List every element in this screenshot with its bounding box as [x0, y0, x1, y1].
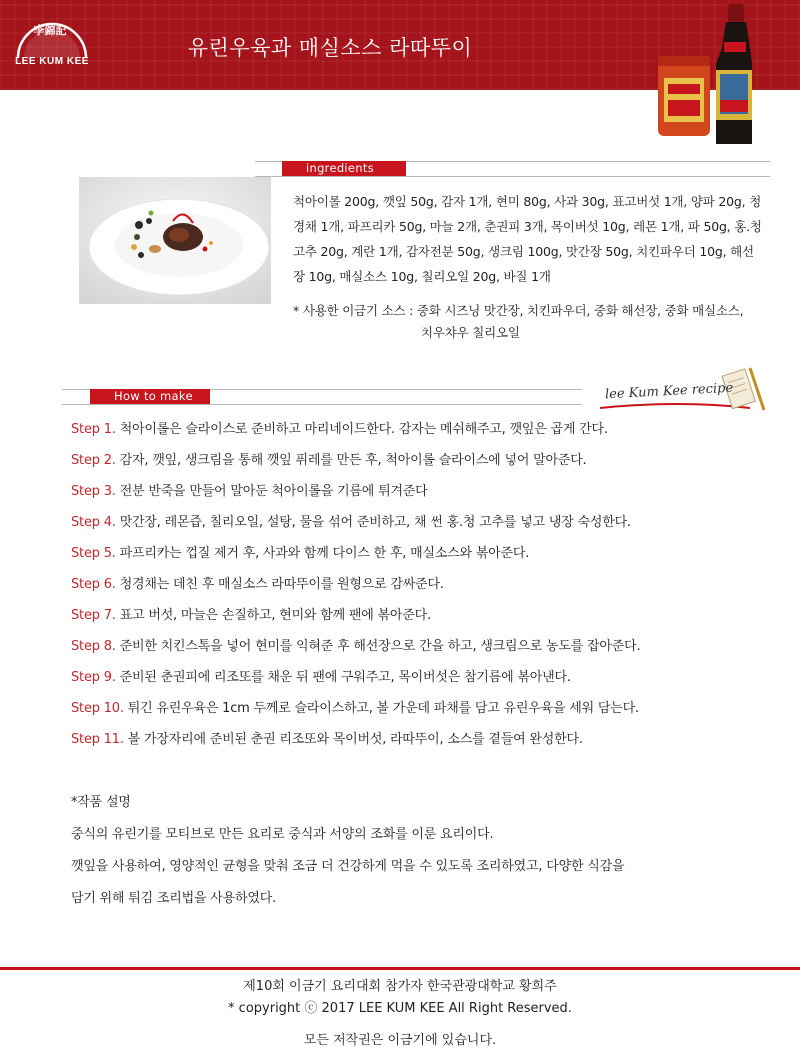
step-item	[71, 603, 791, 634]
step-text: 척아이롤은 슬라이스로 준비하고 마리네이드한다. 감자는 메쉬해주고, 깻잎은 곱게 간다.	[119, 422, 608, 437]
step-label: Step 10.	[71, 701, 124, 716]
step-label: Step 9.	[71, 670, 116, 685]
step-item	[71, 665, 791, 696]
step-label: Step 4.	[71, 515, 116, 530]
step-item	[71, 727, 791, 758]
dish-photo	[79, 177, 271, 304]
step-text: 볼 가장자리에 준비된 춘권 리조또와 목이버섯, 라따뚜이, 소스를 곁들여 완성한다.	[127, 732, 583, 747]
sauce-note-line2: 치우챠우 칠리오일	[421, 325, 520, 340]
footer-copyright: * copyright ⓒ 2017 LEE KUM KEE All Right Reserved.	[228, 1001, 572, 1016]
step-text: 표고 버섯, 마늘은 손질하고, 현미와 함께 팬에 볶아준다.	[119, 608, 431, 623]
step-text: 전분 반죽을 만들어 말아둔 척아이롤을 기름에 튀겨준다	[119, 484, 428, 499]
step-label: Step 2.	[71, 453, 116, 468]
step-label: Step 1.	[71, 422, 116, 437]
description-line: 중식의 유린기를 모티브로 만든 요리로 중식과 서양의 조화를 이룬 요리이다.	[71, 827, 494, 842]
step-text: 청경채는 데친 후 매실소스 라따뚜이를 원형으로 감싸준다.	[119, 577, 444, 592]
step-item	[71, 541, 791, 572]
steps-list	[71, 417, 791, 758]
description-heading: *작품 설명	[71, 795, 131, 810]
footer	[0, 975, 800, 1053]
step-text: 준비된 춘권피에 리조또를 채운 뒤 팬에 구워주고, 목이버섯은 참기름에 볶아낸다.	[119, 670, 571, 685]
step-label: Step 6.	[71, 577, 116, 592]
page-title: 유린우육과 매실소스 라따뚜이	[187, 36, 473, 60]
step-label: Step 7.	[71, 608, 116, 623]
step-label: Step 5.	[71, 546, 116, 561]
step-text: 준비한 치킨스톡을 넣어 현미를 익혀준 후 해선장으로 간을 하고, 생크림으로 농도를 잡아준다.	[119, 639, 641, 654]
logo-text: LEE KUM KEE	[15, 56, 89, 67]
step-label: Step 3.	[71, 484, 116, 499]
step-item	[71, 696, 791, 727]
howto-divider-bottom	[62, 404, 582, 405]
ingredients-tag: ingredients	[282, 161, 406, 176]
description-line: 담기 위해 튀김 조리법을 사용하였다.	[71, 891, 277, 906]
dish-description	[71, 790, 771, 918]
footer-author: 제10회 이금기 요리대회 참가자 한국관광대학교 황희주	[243, 979, 557, 994]
step-item	[71, 510, 791, 541]
step-item	[71, 479, 791, 510]
step-item	[71, 572, 791, 603]
step-item	[71, 634, 791, 665]
logo-script: 李錦記	[33, 24, 67, 37]
sauce-note	[293, 300, 783, 344]
step-item	[71, 417, 791, 448]
step-text: 맛간장, 레몬즙, 칠리오일, 설탕, 물을 섞어 준비하고, 채 썬 홍.청 고추를 넣고 냉장 숙성한다.	[119, 515, 631, 530]
sauce-note-line1: * 사용한 이금기 소스 : 중화 시즈닝 맛간장, 치킨파우더, 중화 해선장, 중화 매실소스,	[293, 303, 744, 318]
step-label: Step 11.	[71, 732, 124, 747]
step-item	[71, 448, 791, 479]
description-line: 깻잎을 사용하여, 영양적인 균형을 맞춰 조금 더 건강하게 먹을 수 있도록 조리하였고, 다양한 식감을	[71, 859, 625, 874]
howto-tag: How to make	[90, 389, 210, 404]
ingredients-divider-bottom	[255, 176, 770, 177]
ingredients-list: 척아이롤 200g, 깻잎 50g, 감자 1개, 현미 80g, 사과 30g, 표고버섯 1개, 양파 20g, 청경채 1개, 파프리카 50g, 마늘 2개, 춘권피 3개, 목이버섯 10g, 레몬 1개, 파 50g, 홍.청고추 20g, 계란 1개, 감자전분 50g, 생크림 100g, 맛간장 50g, 치킨파우더 10g, 해선장 10g, 매실소스 10g, 칠리오일 20g, 바질 1개	[293, 194, 762, 284]
step-text: 파프리카는 껍질 제거 후, 사과와 함께 다이스 한 후, 매실소스와 볶아준다.	[119, 546, 530, 561]
footer-rights: 모든 저작권은 이금기에 있습니다.	[303, 1033, 497, 1048]
step-text: 감자, 깻잎, 생크림을 통해 깻잎 퓌레를 만든 후, 척아이롤 슬라이스에 넣어 말아준다.	[119, 453, 587, 468]
sauce-bottles	[656, 4, 776, 150]
recipe-signature: lee Kum Kee recipe	[604, 380, 734, 403]
step-text: 튀긴 유린우육은 1cm 두께로 슬라이스하고, 볼 가운데 파채를 담고 유린우육을 세워 담는다.	[127, 701, 639, 716]
footer-divider	[0, 967, 800, 970]
step-label: Step 8.	[71, 639, 116, 654]
